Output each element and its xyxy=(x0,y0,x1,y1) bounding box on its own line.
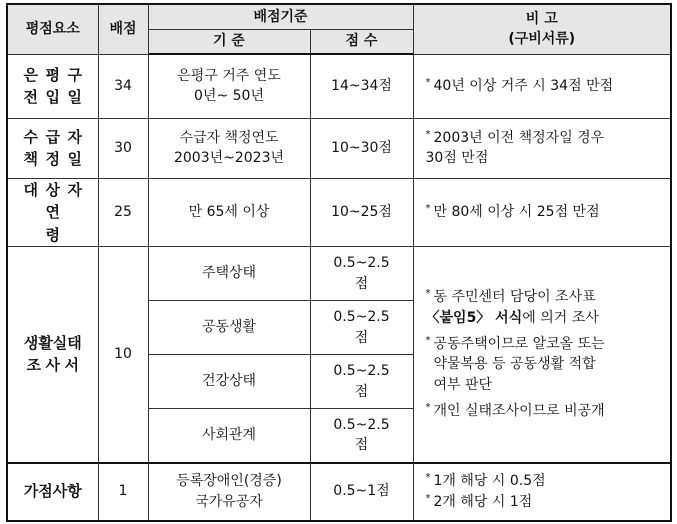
criteria-line: 수급자 책정연도 xyxy=(179,129,279,146)
points-cell xyxy=(310,355,413,409)
remark-item xyxy=(426,128,665,148)
points-cell: 10~30점 xyxy=(310,118,413,178)
remark-item xyxy=(426,471,665,491)
note-marker: * xyxy=(425,334,431,346)
remark-item xyxy=(426,334,665,354)
category-line: 은평구 xyxy=(23,65,90,84)
header-remarks-docs: (구비서류) xyxy=(508,31,576,48)
note-marker: * xyxy=(425,288,431,300)
remark-item: 약물복용 등 공동생활 적합 xyxy=(433,356,596,373)
criteria-line: 은평구 거주 연도 xyxy=(177,67,281,84)
category-line: 조사서 xyxy=(26,356,84,375)
remarks-cell xyxy=(413,54,671,118)
header-category: 평점요소 xyxy=(7,4,98,54)
criteria-cell: 공동생활 xyxy=(148,301,310,355)
category-cell xyxy=(7,118,98,178)
remark-text: 동 주민센터 담당이 조사표 xyxy=(433,289,596,306)
remark-text: 개인 실태조사이므로 비공개 xyxy=(433,402,605,419)
category-cell xyxy=(7,463,98,521)
criteria-cell: 건강상태 xyxy=(148,355,310,409)
criteria-cell: 만 65세 이상 xyxy=(148,178,310,247)
category-line: 대상자 xyxy=(23,180,90,199)
note-marker: * xyxy=(425,492,431,504)
criteria-line: 2003년~2023년 xyxy=(173,150,285,166)
remark-item xyxy=(426,287,665,307)
header-points: 점 수 xyxy=(310,29,413,54)
points-line: 점 xyxy=(354,329,369,346)
category-cell xyxy=(7,54,98,118)
remark-text: 2003년 이전 책정자일 경우 xyxy=(433,129,605,146)
remarks-cell xyxy=(413,247,671,463)
header-criteria: 기 준 xyxy=(148,29,310,54)
criteria-line: 등록장애인(경증) xyxy=(176,473,282,490)
points-line: 0.5~2.5 xyxy=(333,416,390,433)
remark-item xyxy=(426,308,665,328)
remarks-cell xyxy=(413,178,671,247)
remark-item xyxy=(426,401,665,421)
remark-item xyxy=(426,76,665,96)
points-cell: 0.5~1점 xyxy=(310,463,413,521)
score-cell: 10 xyxy=(98,247,148,463)
header-row-1 xyxy=(7,4,671,29)
points-cell xyxy=(310,409,413,463)
points-line: 0.5~2.5 xyxy=(333,363,390,380)
criteria-cell xyxy=(148,118,310,178)
category-line: 책정일 xyxy=(23,150,90,168)
remark-item xyxy=(426,202,665,222)
remark-text: 2개 해당 시 1점 xyxy=(433,493,533,510)
remark-text: 공동주택이므로 알코올 또는 xyxy=(433,335,605,352)
note-marker: * xyxy=(425,128,431,140)
scoring-criteria-table xyxy=(6,3,672,522)
remark-item xyxy=(426,492,665,512)
remark-item: 여부 판단 xyxy=(433,376,493,393)
points-line: 점 xyxy=(354,437,369,454)
header-remarks-title: 비 고 xyxy=(525,10,558,27)
table-row xyxy=(7,463,671,521)
note-marker: * xyxy=(425,472,431,484)
category-line: 생활실태 xyxy=(23,333,82,352)
criteria-line: 0년~ 50년 xyxy=(194,88,264,105)
points-line: 0.5~2.5 xyxy=(333,255,390,272)
remark-text: 1개 해당 시 0.5점 xyxy=(433,473,546,490)
criteria-cell: 주택상태 xyxy=(148,247,310,301)
score-cell: 30 xyxy=(98,118,148,178)
category-line: 연령 xyxy=(45,203,84,244)
criteria-cell xyxy=(148,54,310,118)
header-remarks xyxy=(413,4,671,54)
points-line: 점 xyxy=(354,383,369,400)
criteria-cell xyxy=(148,463,310,521)
points-line: 0.5~2.5 xyxy=(333,309,390,326)
category-line: 수급자 xyxy=(23,127,90,146)
table-row xyxy=(7,178,671,247)
points-cell: 10~25점 xyxy=(310,178,413,247)
category-line: 가점사항 xyxy=(23,482,82,501)
remarks-cell xyxy=(413,463,671,521)
category-cell xyxy=(7,178,98,247)
remark-item: 30점 만점 xyxy=(425,150,489,166)
remark-text: 에 의거 조사 xyxy=(522,309,599,326)
score-cell: 25 xyxy=(98,178,148,247)
criteria-cell: 사회관계 xyxy=(148,409,310,463)
remarks-cell xyxy=(413,118,671,178)
table-row xyxy=(7,54,671,118)
points-cell xyxy=(310,301,413,355)
score-cell: 1 xyxy=(98,463,148,521)
note-marker: * xyxy=(425,76,431,88)
remark-text: 40년 이상 거주 시 34점 만점 xyxy=(433,77,614,94)
table-row xyxy=(7,247,671,301)
category-line: 전입일 xyxy=(23,88,90,106)
points-line: 점 xyxy=(354,275,369,292)
header-score: 배점 xyxy=(98,4,148,54)
score-cell: 34 xyxy=(98,54,148,118)
note-marker: * xyxy=(425,203,431,215)
category-cell xyxy=(7,247,98,463)
attachment-reference: 〈붙임5〉 서식 xyxy=(425,309,523,326)
points-cell xyxy=(310,247,413,301)
points-cell: 14~34점 xyxy=(310,54,413,118)
note-marker: * xyxy=(425,401,431,413)
table-row xyxy=(7,118,671,178)
remark-text: 만 80세 이상 시 25점 만점 xyxy=(433,204,600,221)
criteria-line: 국가유공자 xyxy=(195,493,263,510)
header-criteria-group: 배점기준 xyxy=(148,4,413,29)
